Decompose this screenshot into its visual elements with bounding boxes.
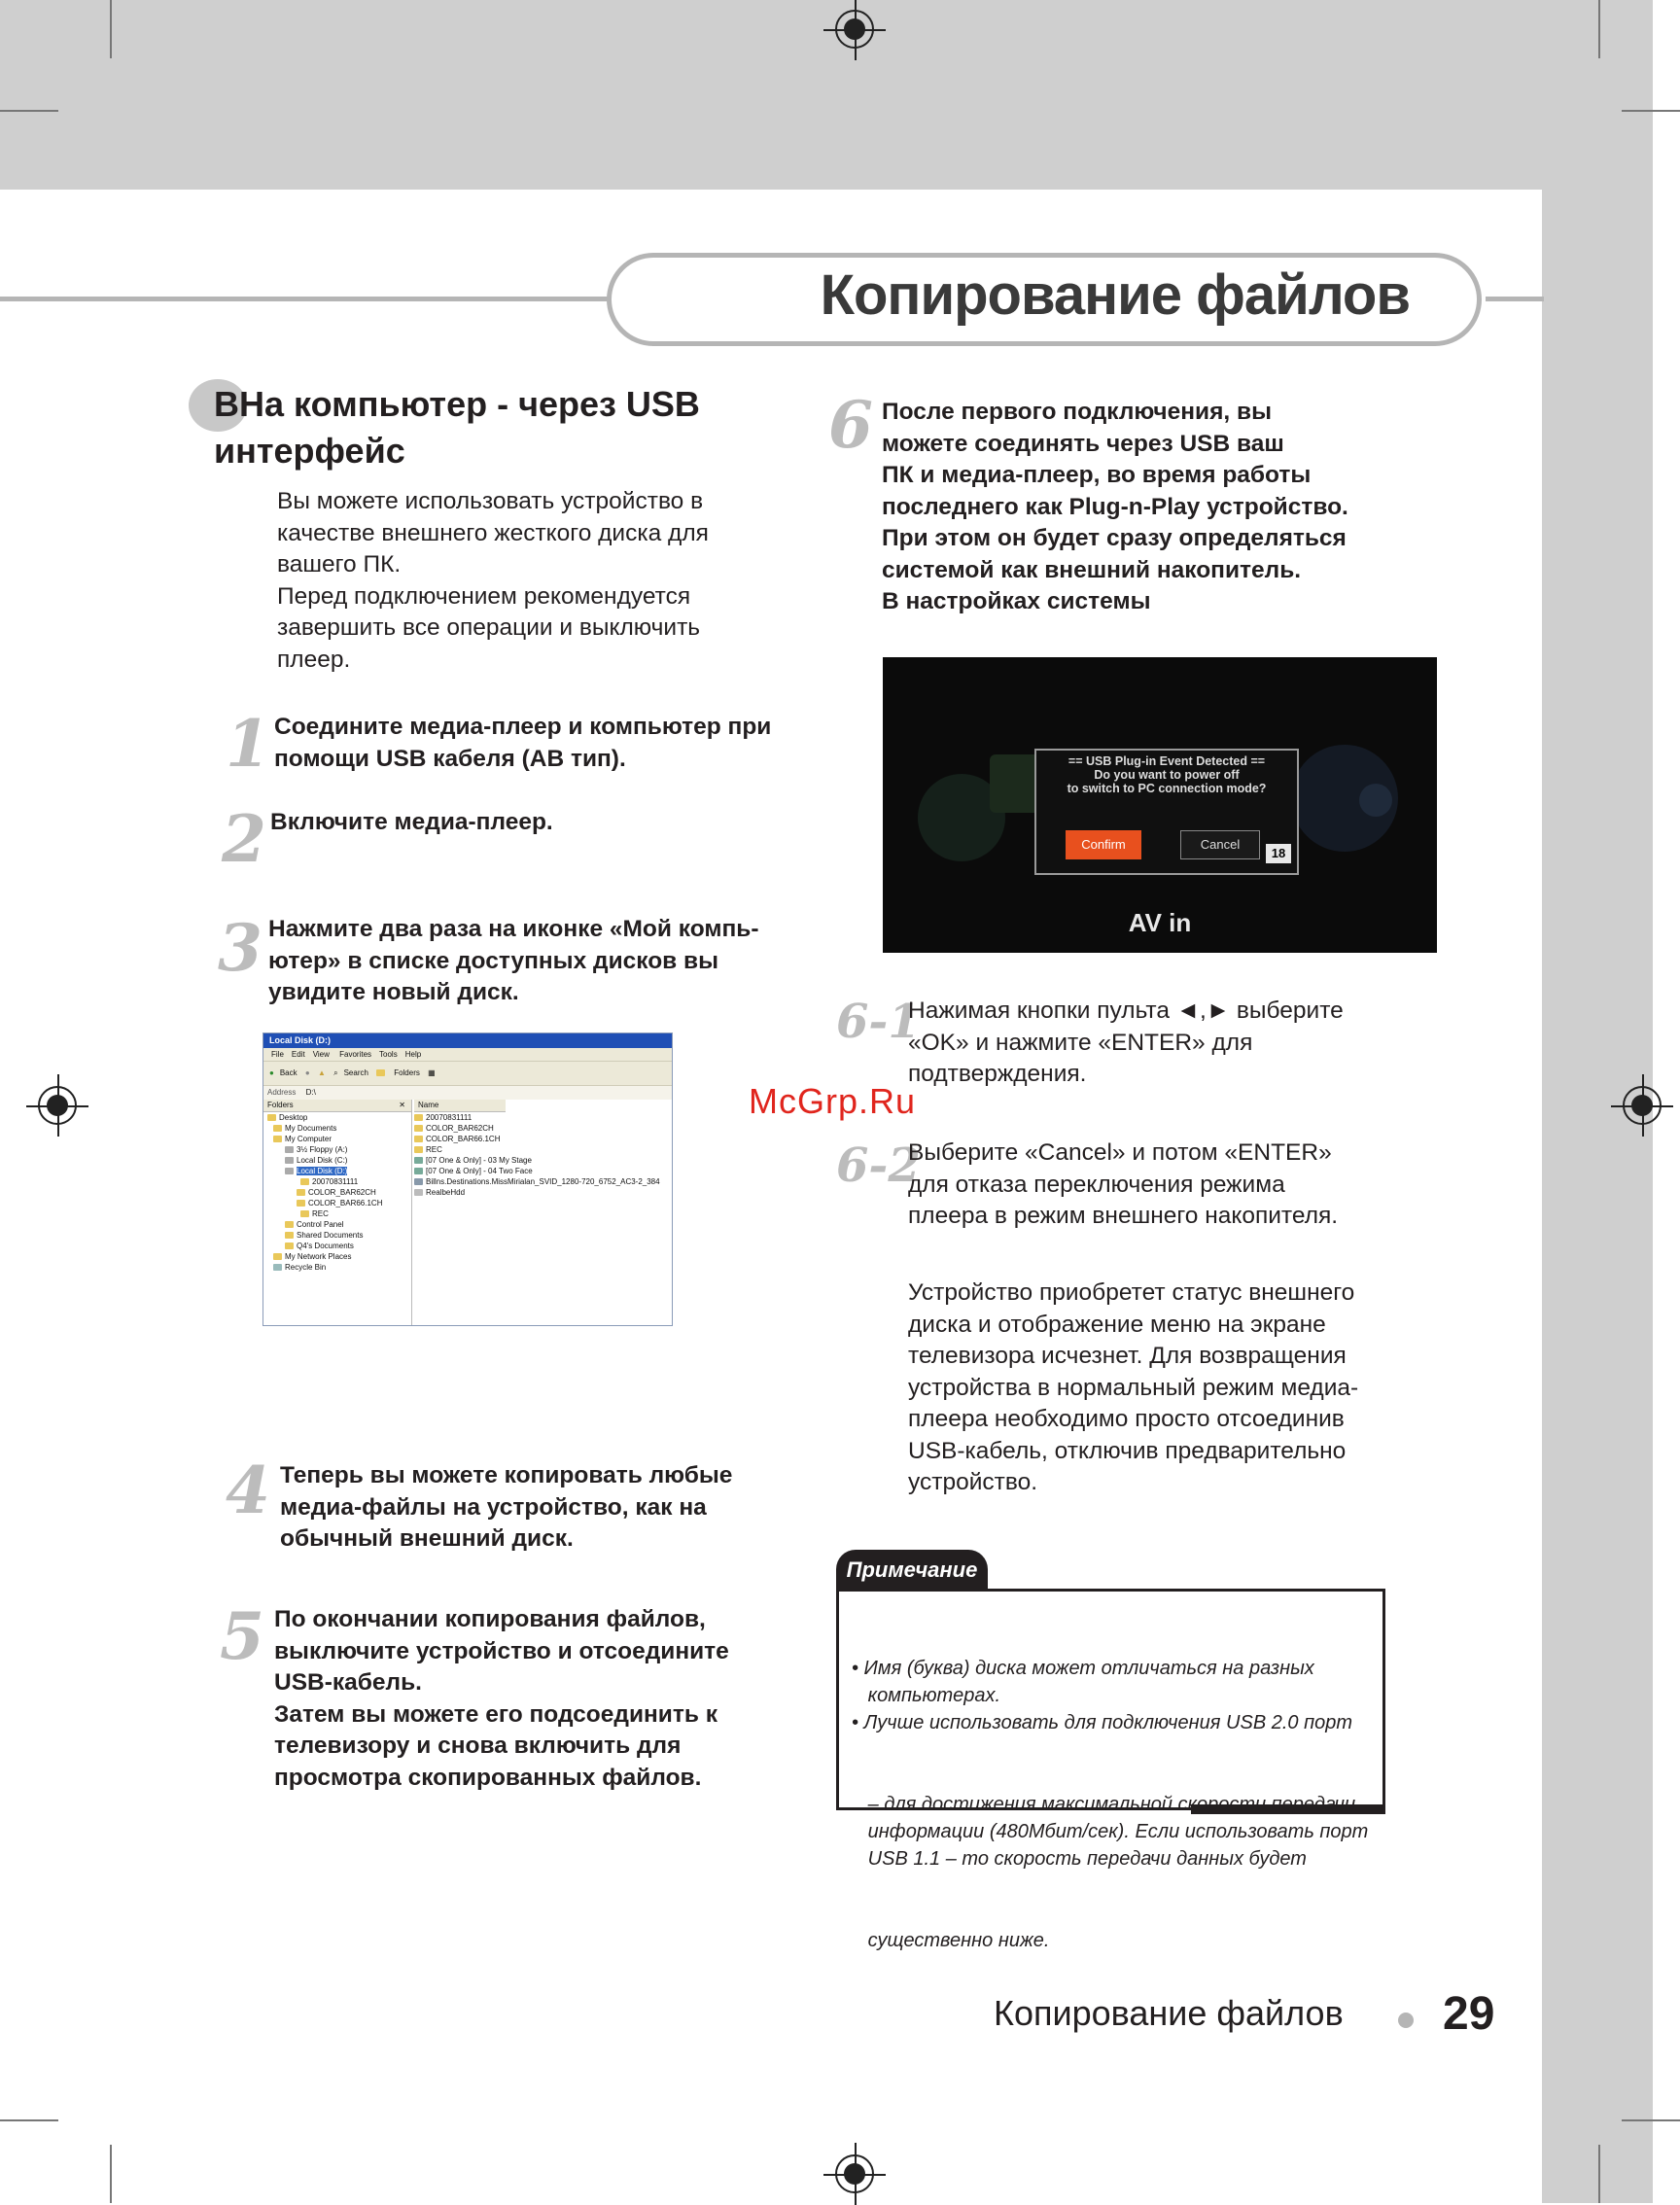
page-title: Копирование файлов [820, 263, 1410, 327]
section-heading: ВНа компьютер - через USB интерфейс [214, 384, 700, 471]
explorer-folder-tree: Folders ✕ Desktop My Documents My Computer 3½ Floppy (A:) Local Disk (C:) Local Disk (D:) 20070831111 COLOR_BAR62CH COLOR_BAR66.1CH REC Control Panel Shared Documents Q4's Documents My Network Places Recycle Bin [263, 1100, 412, 1325]
step-number: 5 [220, 1598, 264, 1674]
up-folder-icon: ▲ [317, 1068, 326, 1077]
usb-dialog: == USB Plug-in Event Detected == Do you want to power off to switch to PC connection mode? Confirm Cancel [1034, 749, 1299, 875]
step-4-text: Теперь вы можете копировать любые медиа-файлы на устройство, как на обычный внешний диск. [280, 1462, 733, 1552]
registration-mark-icon [835, 10, 874, 49]
watermark: McGrp.Ru [749, 1081, 917, 1121]
registration-mark-icon [835, 2154, 874, 2193]
channel-badge: 18 [1266, 844, 1291, 863]
explorer-file-list: Name 20070831111 COLOR_BAR62CH COLOR_BAR66.1CH REC [07 One & Only] - 03 My Stage [07 One & Only] - 04 Two Face Billns.Destinations.MissMirialan_SVID_1280-720_6752_AC3-2_384 RealbeHdd [414, 1100, 672, 1325]
explorer-address: Address D:\ [263, 1085, 672, 1100]
crop-mark [1622, 2119, 1680, 2121]
tv-screenshot [883, 657, 1437, 953]
step-1-text: Соедините медиа-плеер и компьютер при помощи USB кабеля (АВ тип). [274, 714, 772, 772]
crop-mark [110, 0, 112, 58]
title-rule [0, 297, 612, 301]
step-number: 4 [226, 1452, 270, 1528]
footer-section-title: Копирование файлов [994, 1993, 1344, 2033]
explorer-title: Local Disk (D:) [263, 1033, 672, 1048]
registration-mark-icon [38, 1086, 77, 1125]
folders-icon [376, 1069, 385, 1076]
step-3-text: Нажмите два раза на иконке «Мой компь- ютер» в списке доступных дисков вы увидите новый диск. [268, 916, 759, 1005]
step-2-text: Включите медиа-плеер. [270, 809, 553, 835]
step-5-text: По окончании копирования файлов, выключите устройство и отсоедините USB-кабель. Затем вы можете его подсоединить к телевизору и снова включить для просмотра скопированных файлов. [274, 1606, 729, 1791]
crop-mark [1598, 0, 1600, 58]
crop-mark [1598, 2145, 1600, 2203]
crop-mark [1622, 110, 1680, 112]
right-band [1542, 190, 1653, 2203]
forward-icon: ● [304, 1068, 310, 1077]
note-text: • Имя (буква) диска может отличаться на разных компьютерах. • Лучше использовать для подключения USB 2.0 порт – для достижения максимальной скорости передачи информации (480Мбит/сек). Если использовать порт USB 1.1 – то скорость передачи данных будет существенно ниже. [852, 1658, 1369, 1951]
explorer-toolbar: ● Back ● ▲ ⌕ Search Folders ▦ [263, 1061, 672, 1085]
step-number: 3 [218, 910, 262, 986]
views-icon: ▦ [428, 1068, 436, 1077]
step-number: 6-2 [836, 1138, 921, 1193]
gear-icon [1359, 784, 1392, 817]
crop-mark [110, 2145, 112, 2203]
page-number: 29 [1443, 1988, 1495, 2040]
title-rule [1486, 297, 1544, 301]
cancel-button[interactable]: Cancel [1180, 830, 1260, 859]
crop-mark [0, 2119, 58, 2121]
back-icon: ● [269, 1068, 274, 1077]
explorer-screenshot [262, 1032, 673, 1326]
crop-mark [0, 110, 58, 112]
step-number: 6-1 [836, 995, 921, 1049]
av-in-label: AV in [1128, 908, 1192, 937]
status-paragraph: Устройство приобретет статус внешнего диска и отображение меню на экране телевизора исчезнет. Для возвращения устройства в нормальный режим медиа- плеера необходимо просто отсоединив USB-кабель, отключив предварительно устройство. [908, 1279, 1359, 1495]
intro-paragraph: Вы можете использовать устройство в качестве внешнего жесткого диска для вашего ПК. Перед подключением рекомендуется завершить все операции и выключить плеер. [277, 488, 709, 673]
step-number: 6 [828, 387, 873, 463]
footer-bullet [1398, 2012, 1414, 2028]
search-icon: ⌕ [333, 1068, 338, 1077]
note-label: Примечание [836, 1550, 988, 1589]
step-number: 1 [226, 706, 270, 782]
step-6-text: После первого подключения, вы можете соединять через USB ваш ПК и медиа-плеер, во время работы последнего как Plug-n-Play устройство. При этом он будет сразу определяться системой как внешний накопитель. В настройках системы [882, 399, 1348, 614]
registration-mark-icon [1623, 1086, 1662, 1125]
step-6-1-text: Нажимая кнопки пульта ◄,► выберите «OK» и нажмите «ENTER» для подтверждения. [908, 998, 1344, 1087]
step-6-2-text: Выберите «Cancel» и потом «ENTER» для отказа переключения режима плеера в режим внешнего накопителя. [908, 1139, 1339, 1229]
confirm-button[interactable]: Confirm [1066, 830, 1141, 859]
step-number: 2 [222, 801, 266, 877]
explorer-menu: File Edit View Favorites Tools Help [263, 1048, 672, 1061]
